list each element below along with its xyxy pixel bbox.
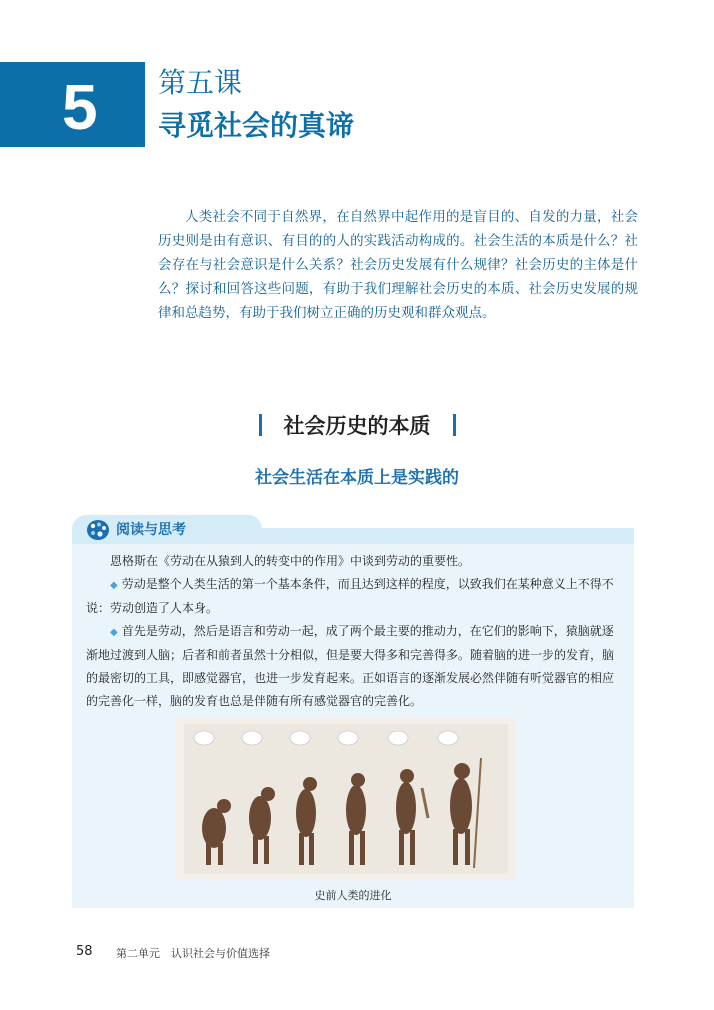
page-number: 58 (76, 944, 93, 959)
reading-para-3-text: 首先是劳动，然后是语言和劳动一起，成了两个最主要的推动力，在它们的影响下，猿脑就逐渐地过渡到人脑；后者和前者虽然十分相似，但是要大得多和完善得多。随着脑的进一步的发育，脑的最密切的工具，即感觉器官，也进一步发育起来。正如语言的逐渐发展必然伴随有听觉器官的相应的完善化一样，脑的发育也总是伴随有所有感觉器官的完善化。 (86, 624, 615, 708)
lesson-label: 第五课 (158, 66, 243, 99)
unit-title: 第二单元 认识社会与价值选择 (116, 947, 270, 960)
diamond-icon: ◆ (110, 580, 118, 591)
title-bar-right (453, 414, 456, 436)
reading-text (86, 550, 622, 713)
subheading: 社会生活在本质上是实践的 (255, 468, 459, 488)
intro-paragraph (158, 205, 638, 325)
palette-icon (86, 519, 110, 541)
section-title-text: 社会历史的本质 (283, 414, 431, 438)
reading-para-3 (86, 620, 622, 713)
title-bar-left (259, 414, 262, 436)
reading-label: 阅读与思考 (116, 522, 186, 538)
reading-para-2 (86, 573, 622, 620)
lesson-title: 寻觅社会的真谛 (158, 109, 355, 142)
intro-text: 人类社会不同于自然界，在自然界中起作用的是盲目的、自发的力量，社会历史则是由有意识、有目的的人的实践活动构成的。社会生活的本质是什么？社会存在与社会意识是什么关系？社会历史发展有什么规律？社会历史的主体是什么？探讨和回答这些问题，有助于我们理解社会历史的本质、社会历史发展的规律和总趋势，有助于我们树立正确的历史观和群众观点。 (158, 209, 638, 321)
reading-para-1: 恩格斯在《劳动在从猿到人的转变中的作用》中谈到劳动的重要性。 (110, 554, 471, 568)
section-title (0, 410, 714, 440)
figure-caption: 史前人类的进化 (314, 889, 392, 902)
reading-para-2-text: 劳动是整个人类生活的第一个基本条件，而且达到这样的程度，以致我们在某种意义上不得不说：劳动创造了人本身。 (86, 577, 614, 615)
chapter-number: 5 (62, 71, 98, 143)
evolution-figure (176, 718, 516, 880)
diamond-icon: ◆ (110, 627, 118, 638)
